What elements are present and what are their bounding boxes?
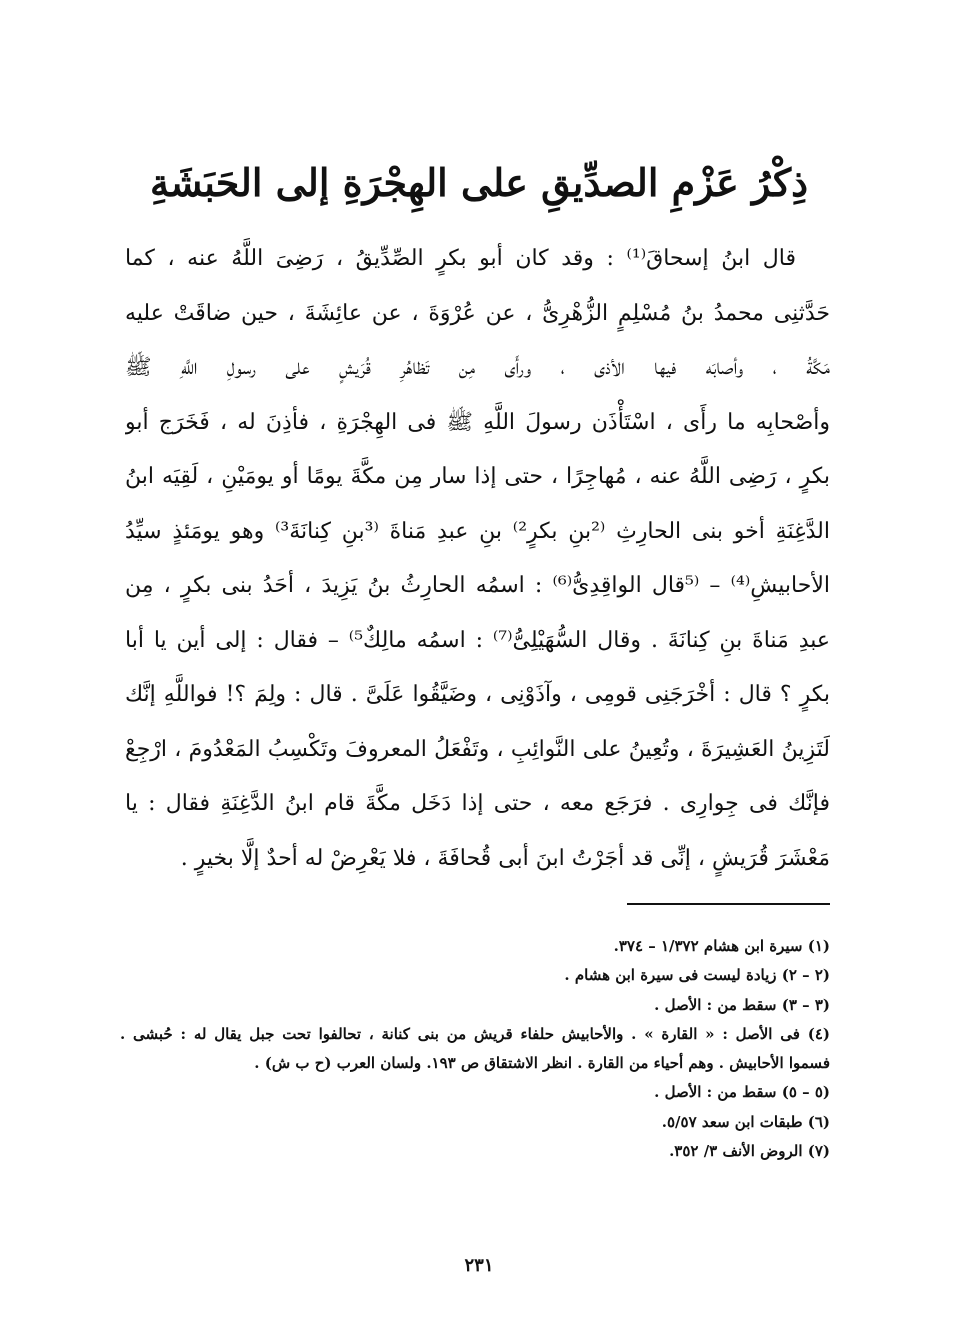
footnote: (٢ – ٢) زيادة ليست فى سيرة ابن هشام . — [564, 966, 830, 985]
text-line: بكرٍ ، رَضِى اللَّهُ عنه ، مُهاجِرًا ، حتى إذا سار مِن مكَّةَ يومًا أو يومَيْنِ ، لَقِيَه ابنُ — [125, 464, 830, 489]
footnote: (٣ – ٣) سقط من : الأصل . — [654, 995, 830, 1014]
text-line: عبدِ مَناةَ بنِ كِنانَةَ . وقال السُّهَيْلِىُّ⁽⁷⁾ : اسمُه مالِكٌ⁵⁾ – فقال : إلى أين يا أبا — [125, 627, 830, 653]
footnote: (٦) طبقات ابن سعد ٥/٥٧. — [661, 1112, 830, 1131]
text-line: حَدَّثنِى محمدُ بنُ مُسْلِمٍ الزُّهْرِىُّ ، عن عُرْوَةَ ، عن عائِشَةَ ، حين ضاقَتْ عليه — [125, 300, 830, 326]
text-line: لَتَزِينُ العَشِيرَةَ ، وتُعِينُ على النَّوائِبِ ، وتَفْعَلُ المعروفَ وتَكْسِبُ المَعْدُومَ ، ارْجِعْ — [125, 736, 830, 762]
footnote: (٧) الروض الأنف ٣/ ٣٥٢. — [669, 1142, 830, 1161]
footnotes — [120, 932, 830, 1166]
text-line: مَعْشَرَ قُرَيشٍ ، إنِّى قد أجَرْتُ ابنَ أبى قُحافَةَ ، فلا يَعْرِضْ له أحدٌ إلَّا بخيرٍ . — [180, 845, 830, 871]
footnote: (٥ – ٥) سقط من : الأصل . — [654, 1083, 830, 1102]
footnote: (١) سيرة ابن هشام ١/٣٧٢ – ٣٧٤. — [613, 937, 830, 955]
footnote: (٤) فى الأصل : « القارة » . والأحابيش حلفاء قريش من بنى كنانة ، تحالفوا تحت جبل يقال له : حُبشى . — [120, 1024, 830, 1043]
text-line: بكرٍ ؟ قال : أخْرَجَنِى قومِى ، وآذَوْنِى ، وضَيَّقُوا عَلَىَّ . قال : ولِمَ ؟! فواللَّهِ إنَّك — [125, 682, 830, 707]
footnote-continuation: فسموا الأحابيش . وهم أحياء من القارة . انظر الاشتقاق ص ١٩٣. ولسان العرب (ح ب ش) . — [254, 1054, 830, 1073]
text-line: الأحابيشِ⁽⁴⁾ – ⁽⁵قال الواقِدِىُّ⁽⁶⁾ : اسمُه الحارِثُ بنُ يَزِيدَ ، أحَدُ بنى بكرٍ ، مِن — [125, 573, 830, 598]
text-line: الدَّغِنَةِ أخو بنى الحارِثِ ⁽²بنِ بكرٍ²⁾ بنِ عبدِ مَناةَ ⁽³بنِ كِنانَةَ³⁾ وهو يومَئذٍ سيِّدُ — [125, 518, 830, 544]
main-text — [125, 232, 830, 886]
text-line: وأصْحابِه ما رأَى ، اسْتَأْذَن رسولَ اللَّهِ ﷺ فى الهِجْرَةِ ، فأذِنَ له ، فَخَرَج أبو — [125, 409, 830, 435]
text-line: مَكَّةُ ، وأصابَه فيها الأذى ، ورأَى مِن تَظاهُرِ قُرَيشٍ على رسولِ اللَّهِ ﷺ — [125, 355, 830, 380]
footnote-separator — [627, 903, 830, 905]
text-line: فإنَّك فى جِوارِى . فرَجَع معه ، حتى إذا دَخَل مكَّةَ قام ابنُ الدَّغِنَةِ فقال : يا — [125, 791, 830, 816]
chapter-title: ذِكْرُ عَزْمِ الصدِّيقِ على الهِجْرَةِ إلى الحَبَشَةِ — [149, 160, 809, 206]
text-line: قال ابنُ إسحاقَ⁽¹⁾ : وقد كان أبو بكرٍ الصِّدِّيقُ ، رَضِىَ اللَّهُ عنه ، كما — [125, 246, 796, 271]
page-number: ٢٣١ — [464, 1255, 494, 1276]
